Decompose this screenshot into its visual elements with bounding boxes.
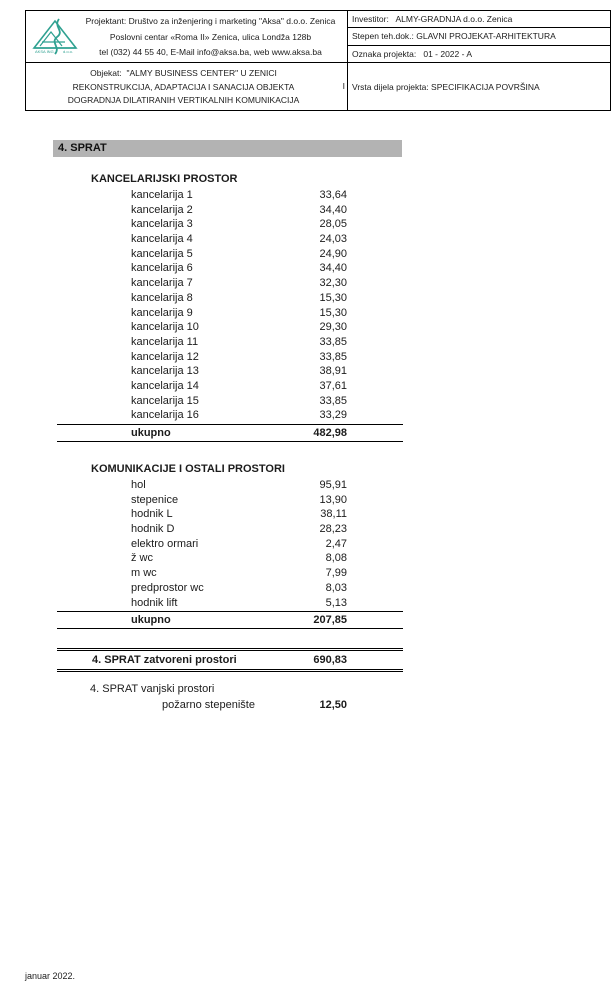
table-row xyxy=(57,551,403,566)
table-row xyxy=(57,493,403,508)
summary-label: 4. SPRAT zatvoreni prostori xyxy=(92,654,237,667)
room-label: kancelarija 6 xyxy=(131,262,193,275)
room-area: 33,64 xyxy=(319,189,347,201)
header-right-column xyxy=(348,11,610,62)
table-row xyxy=(57,291,403,306)
room-area: 2,47 xyxy=(325,537,347,550)
room-label: hodnik D xyxy=(131,523,175,536)
room-label: kancelarija 4 xyxy=(131,233,193,246)
table-row xyxy=(57,537,403,552)
header-row-1 xyxy=(26,11,610,63)
total-value: 482,98 xyxy=(313,427,347,439)
room-area: 24,90 xyxy=(319,247,347,260)
room-label: kancelarija 15 xyxy=(131,394,199,407)
room-label: kancelarija 11 xyxy=(131,335,199,348)
vrsta-column xyxy=(348,63,610,110)
outdoor-row xyxy=(57,698,403,714)
objekat-line3: DOGRADNJA DILATIRANIH VERTIKALNIH KOMUNIKACIJA xyxy=(67,95,300,105)
outdoor-item-value: 12,50 xyxy=(319,698,347,711)
table-row xyxy=(57,581,403,596)
room-label: kancelarija 14 xyxy=(131,379,199,392)
floor-header-bar: 4. SPRAT xyxy=(53,140,402,157)
room-label: kancelarija 10 xyxy=(131,321,199,334)
table-row xyxy=(57,232,403,247)
table-row xyxy=(57,379,403,394)
room-area: 29,30 xyxy=(319,321,347,334)
room-label: kancelarija 9 xyxy=(131,306,193,319)
investitor-cell: Investitor: ALMY-GRADNJA d.o.o. Zenica xyxy=(348,11,610,28)
vrsta-cell: Vrsta dijela projekta: SPECIFIKACIJA POVRŠINA xyxy=(352,81,540,92)
room-label: kancelarija 13 xyxy=(131,365,199,378)
table-row xyxy=(57,408,403,423)
room-label: predprostor wc xyxy=(131,581,204,594)
objekat-line1: Objekat: "ALMY BUSINESS CENTER" U ZENICI xyxy=(90,68,277,78)
room-area: 33,85 xyxy=(319,350,347,363)
room-area: 5,13 xyxy=(325,596,347,609)
summary-value: 690,83 xyxy=(313,654,347,667)
room-label: kancelarija 16 xyxy=(131,409,199,422)
projektant-line2: Poslovni centar «Roma II» Zenica, ulica Londža 128b xyxy=(109,31,312,42)
room-label: kancelarija 2 xyxy=(131,203,193,216)
room-area: 33,29 xyxy=(319,409,347,422)
room-area: 34,40 xyxy=(319,203,347,216)
room-area: 15,30 xyxy=(319,306,347,319)
project-header-table xyxy=(25,10,611,111)
table-row xyxy=(57,247,403,262)
objekat-cell xyxy=(26,63,348,110)
projektant-line3: tel (032) 44 55 40, E-Mail info@aksa.ba, web www.aksa.ba xyxy=(99,47,322,57)
outdoor-section-title: 4. SPRAT vanjski prostori xyxy=(90,683,215,696)
table-row xyxy=(57,217,403,232)
part-label: I xyxy=(342,81,345,91)
room-area: 28,23 xyxy=(319,523,347,536)
room-label: hodnik L xyxy=(131,508,173,521)
aksa-logo-icon xyxy=(31,17,79,57)
date-footer: januar 2022. xyxy=(25,971,76,981)
objekat-line2: REKONSTRUKCIJA, ADAPTACIJA I SANACIJA OBJEKTA xyxy=(72,81,295,92)
projektant-cell xyxy=(26,11,348,62)
table-row xyxy=(57,596,403,611)
room-area: 15,30 xyxy=(319,291,347,304)
room-area: 8,08 xyxy=(325,552,347,565)
room-area: 95,91 xyxy=(319,479,347,491)
oznaka-cell: Oznaka projekta: 01 - 2022 - A xyxy=(352,48,473,59)
outdoor-item-label: požarno stepenište xyxy=(162,698,255,711)
svg-text:d.o.o.: d.o.o. xyxy=(63,49,74,54)
room-area: 8,03 xyxy=(325,581,347,594)
room-label: kancelarija 7 xyxy=(131,277,193,290)
floor-summary-row xyxy=(57,648,403,672)
table-row xyxy=(57,276,403,291)
table-row xyxy=(57,335,403,350)
room-label: kancelarija 8 xyxy=(131,291,193,304)
section-total-row xyxy=(57,611,403,629)
room-area: 7,99 xyxy=(325,567,347,580)
section-total-row xyxy=(57,424,403,442)
room-label: m wc xyxy=(131,567,157,580)
room-area: 33,85 xyxy=(319,394,347,407)
table-row xyxy=(57,203,403,218)
room-area: 28,05 xyxy=(319,218,347,231)
room-label: kancelarija 3 xyxy=(131,218,193,231)
room-label: kancelarija 5 xyxy=(131,247,193,260)
projektant-line1: Projektant: Društvo za inženjering i marketing "Aksa" d.o.o. Zenica xyxy=(85,16,336,26)
table-row xyxy=(57,306,403,321)
room-label: kancelarija 12 xyxy=(131,350,199,363)
header-row-2 xyxy=(26,63,610,110)
room-label: stepenice xyxy=(131,493,179,506)
table-row xyxy=(57,522,403,537)
room-area: 32,30 xyxy=(319,277,347,290)
table-row xyxy=(57,261,403,276)
room-label: hol xyxy=(131,479,146,491)
table-row xyxy=(57,350,403,365)
table-row xyxy=(57,507,403,522)
svg-text:AKSA ING: AKSA ING xyxy=(35,49,54,54)
room-label: elektro ormari xyxy=(131,537,199,550)
room-label: ž wc xyxy=(131,552,153,565)
room-area: 33,85 xyxy=(319,335,347,348)
room-area: 37,61 xyxy=(319,379,347,392)
area-specification xyxy=(57,171,403,713)
table-row xyxy=(57,566,403,581)
room-area: 24,03 xyxy=(319,233,347,246)
section-title-komunikacije: KOMUNIKACIJE I OSTALI PROSTORI xyxy=(91,463,285,475)
room-area: 38,11 xyxy=(320,508,347,521)
room-label: kancelarija 1 xyxy=(131,189,193,201)
table-row xyxy=(57,188,403,203)
table-row xyxy=(57,320,403,335)
stepen-cell: Stepen teh.dok.: GLAVNI PROJEKAT-ARHITEKTURA xyxy=(348,28,610,45)
total-label: ukupno xyxy=(131,614,171,627)
total-label: ukupno xyxy=(131,427,171,439)
room-area: 13,90 xyxy=(319,493,347,506)
room-area: 34,40 xyxy=(319,262,347,275)
table-row xyxy=(57,478,403,493)
room-label: hodnik lift xyxy=(131,596,178,609)
section-title-kancelarijski: KANCELARIJSKI PROSTOR xyxy=(91,173,238,185)
table-row xyxy=(57,364,403,379)
total-value: 207,85 xyxy=(313,614,347,627)
table-row xyxy=(57,394,403,409)
room-area: 38,91 xyxy=(319,365,347,378)
